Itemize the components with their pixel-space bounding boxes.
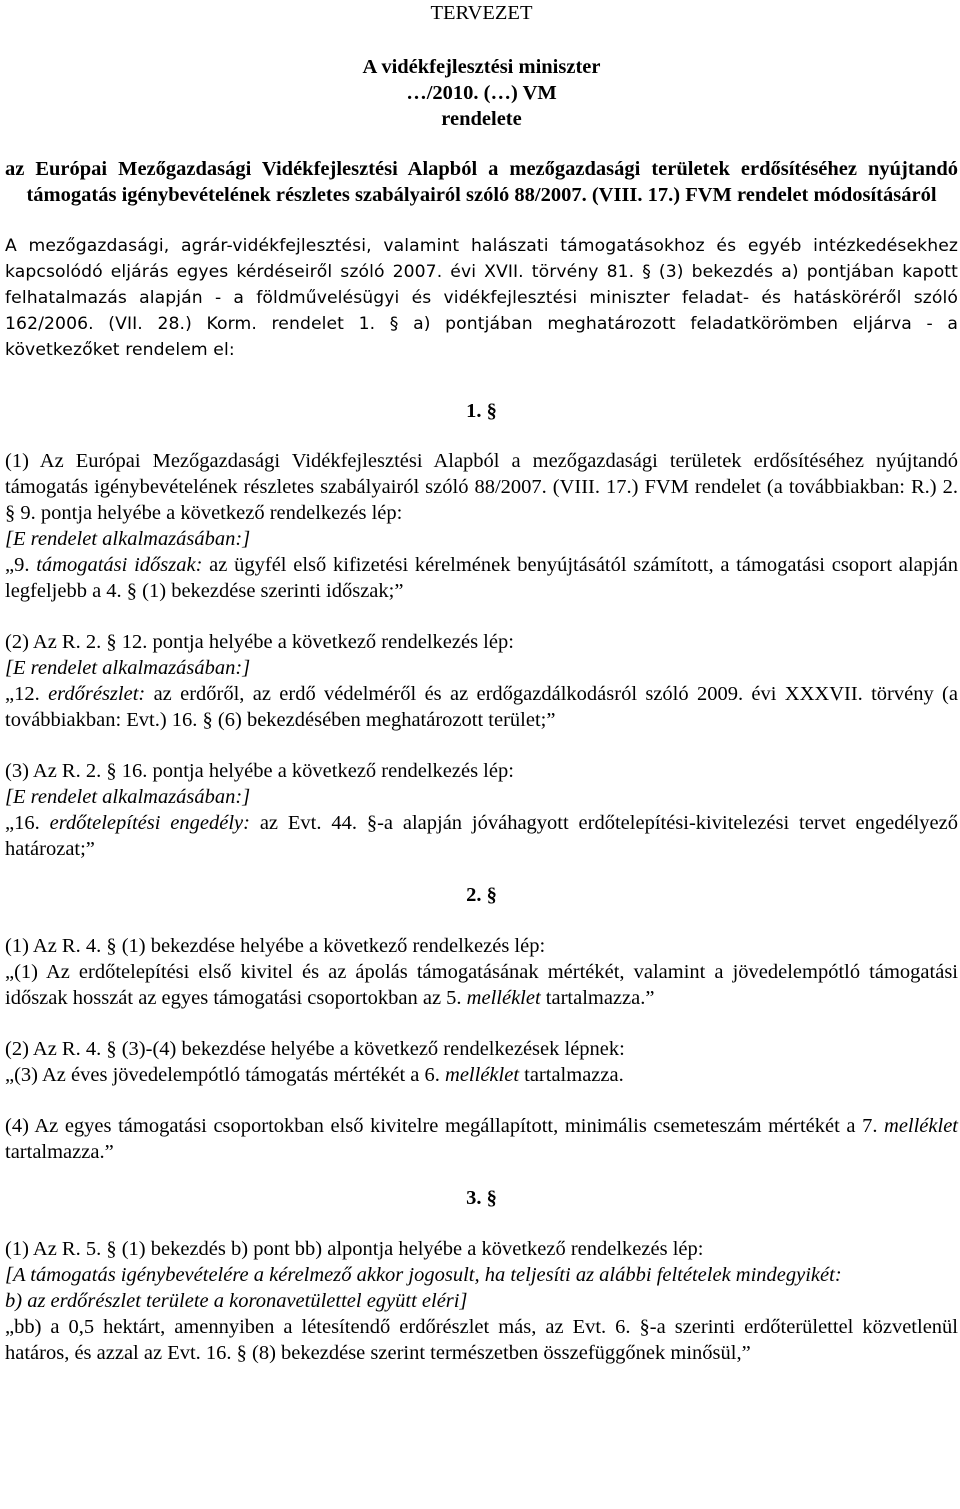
section-2-para-4-quote — [5, 1113, 958, 1165]
section-1-para-1: (1) Az Európai Mezőgazdasági Vidékfejlesztési Alapból a mezőgazdasági területek erdősítéséhez nyújtandó támogatás igénybevételének részletes szabályairól szóló 88/2007. (VIII. 17.) FVM rendelet (a továbbiakban: R.) 2. § 9. pontja helyébe a következő rendelkezés lép: — [5, 450, 958, 524]
quote-body: az Evt. 44. §-a alapján jóváhagyott erdőtelepítési-kivitelezési tervet engedélyező határozat;” — [5, 812, 958, 860]
quote-prefix: „9. — [5, 554, 37, 576]
defined-term: támogatási időszak: — [36, 554, 203, 576]
section-1-para-1-quote — [5, 552, 958, 604]
section-1-para-2: (2) Az R. 2. § 12. pontja helyébe a következő rendelkezés lép: — [5, 631, 514, 653]
section-3-para-1-quote: „bb) a 0,5 hektárt, amennyiben a létesítendő erdőrészlet más, az Evt. 6. §-a szerinti erdőterülettel közvetlenül határos, és azzal az Evt. 16. § (8) bekezdése szerint természetben összefüggőnek minősül,” — [5, 1316, 958, 1364]
section-1-heading: 1. § — [466, 400, 497, 422]
decree-label: rendelete — [441, 108, 522, 130]
quote-body: az erdőről, az erdő védelméről és az erdőgazdálkodásról szóló 2009. évi XXXVII. törvény (a továbbiakban: Evt.) 16. § (6) bekezdésében meghatározott terület;” — [5, 683, 958, 731]
section-2-heading: 2. § — [466, 884, 497, 906]
draft-label: TERVEZET — [430, 2, 533, 24]
quote-end: tartalmazza.” — [5, 1141, 114, 1163]
quote-end: tartalmazza. — [519, 1064, 624, 1086]
quote-end: tartalmazza.” — [540, 987, 655, 1009]
quote-body: „(1) Az erdőtelepítési első kivitel és az ápolás támogatásának mértékét, valamint a jövedelempótló támogatási időszak hosszát az egyes támogatási csoportokban az 5. — [5, 961, 958, 1009]
section-3-heading: 3. § — [466, 1187, 497, 1209]
quote-body: „(3) Az éves jövedelempótló támogatás mértékét a 6. — [5, 1064, 446, 1086]
section-2-para-2-quote — [5, 1062, 958, 1088]
section-2-para-1: (1) Az R. 4. § (1) bekezdése helyébe a következő rendelkezés lép: — [5, 935, 546, 957]
quote-body: az ügyfél első kifizetési kérelmének benyújtásától számított, a támogatási csoport alapján legfeljebb a 4. § (1) bekezdése szerinti időszak;” — [5, 554, 958, 602]
defined-term: erdőtelepítési engedély: — [49, 812, 250, 834]
section-1-para-3-note: [E rendelet alkalmazásában:] — [5, 786, 251, 808]
preamble: A mezőgazdasági, agrár-vidékfejlesztési, valamint halászati támogatásokhoz és egyéb intézkedésekhez kapcsolódó eljárás egyes kérdéseiről szóló 2007. évi XVII. törvény 81. § (3) bekezdés a) pontjában kapott felhatalmazás alapján - a földművelésügyi és vidékfejlesztési miniszter feladat- és hatásköréről szóló 162/2006. (VII. 28.) Korm. rendelet 1. § a) pontjában meghatározott feladatkörömben eljárva - a következőket rendelem el: — [5, 236, 958, 360]
section-1-para-3-quote — [5, 810, 958, 862]
decree-title-line-1: az Európai Mezőgazdasági Vidékfejlesztési Alapból a mezőgazdasági területek — [5, 158, 730, 180]
section-3-para-1: (1) Az R. 5. § (1) bekezdés b) pont bb) alpontja helyébe a következő rendelkezés lép: — [5, 1238, 704, 1260]
section-1-para-3: (3) Az R. 2. § 16. pontja helyébe a következő rendelkezés lép: — [5, 760, 514, 782]
section-3-para-1-note: [A támogatás igénybevételére a kérelmező akkor jogosult, ha teljesíti az alábbi feltételek mindegyikét: — [5, 1264, 842, 1286]
section-2-para-1-quote — [5, 959, 958, 1011]
defined-term: erdőrészlet: — [48, 683, 146, 705]
decree-title-line-2: erdősítéséhez nyújtandó támogatás igénybevételének részletes szabályairól szóló 88/2007. — [26, 158, 958, 206]
document-page — [5, 0, 958, 1366]
annex-reference: melléklet — [466, 987, 541, 1009]
decree-title-line-3: (VIII. 17.) FVM rendelet módosításáról — [591, 184, 937, 206]
decree-title — [5, 156, 958, 208]
section-1-para-1-note: [E rendelet alkalmazásában:] — [5, 528, 251, 550]
quote-body: (4) Az egyes támogatási csoportokban első kivitelre megállapított, minimális csemeteszám mértékét a 7. — [5, 1115, 885, 1137]
annex-reference: melléklet — [445, 1064, 520, 1086]
quote-prefix: „16. — [5, 812, 50, 834]
decree-number: …/2010. (…) VM — [406, 82, 557, 104]
section-1-para-2-quote — [5, 681, 958, 733]
section-2-para-2: (2) Az R. 4. § (3)-(4) bekezdése helyébe a következő rendelkezések lépnek: — [5, 1038, 625, 1060]
issuer-title: A vidékfejlesztési miniszter — [362, 56, 601, 78]
quote-prefix: „12. — [5, 683, 49, 705]
section-1-para-2-note: [E rendelet alkalmazásában:] — [5, 657, 251, 679]
section-3-para-1-note-2: b) az erdőrészlet területe a koronavetülettel együtt eléri] — [5, 1290, 468, 1312]
annex-reference: melléklet — [884, 1115, 958, 1137]
